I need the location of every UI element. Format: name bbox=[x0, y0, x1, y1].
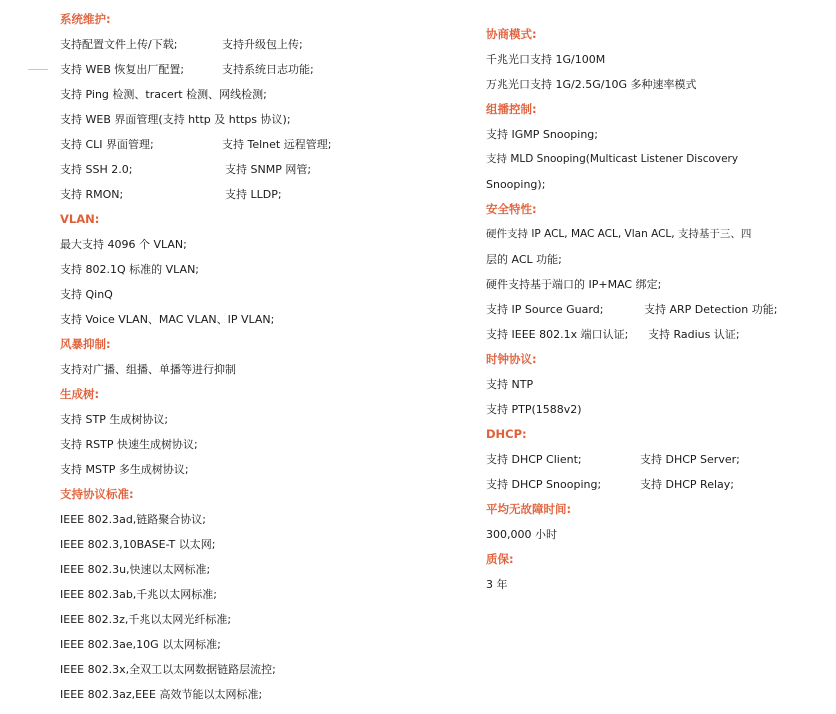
spec-line bbox=[60, 57, 460, 82]
right-column bbox=[486, 22, 826, 597]
section-heading-dhcp: DHCP: bbox=[486, 427, 527, 441]
spec-text: IEEE 802.3,10BASE-T 以太网; bbox=[60, 538, 216, 551]
spec-text: 最大支持 4096 个 VLAN; bbox=[60, 238, 187, 251]
spec-text: 300,000 小时 bbox=[486, 528, 557, 541]
left-column bbox=[60, 7, 460, 707]
spec-text: 支持 ARP Detection 功能; bbox=[644, 303, 778, 316]
spec-text: 支持 WEB 界面管理(支持 http 及 https 协议); bbox=[60, 113, 291, 126]
spec-text: IEEE 802.3az,EEE 高效节能以太网标准; bbox=[60, 688, 263, 701]
spec-line bbox=[486, 472, 826, 497]
spec-text: Snooping); bbox=[486, 178, 546, 191]
spec-text: 支持 SSH 2.0; bbox=[60, 163, 133, 176]
spec-text: 支持 IEEE 802.1x 端口认证; bbox=[486, 328, 629, 341]
spec-text: 万兆光口支持 1G/2.5G/10G 多种速率模式 bbox=[486, 78, 697, 91]
spec-text: 支持 Radius 认证; bbox=[648, 328, 740, 341]
spec-text: 支持 SNMP 网管; bbox=[225, 163, 312, 176]
spec-text: 支持 DHCP Snooping; bbox=[486, 478, 602, 491]
spec-text: 支持 IGMP Snooping; bbox=[486, 128, 598, 141]
spec-text: 支持 802.1Q 标准的 VLAN; bbox=[60, 263, 200, 276]
spec-text: IEEE 802.3ad,链路聚合协议; bbox=[60, 513, 207, 526]
spec-text: 硬件支持 IP ACL, MAC ACL, Vlan ACL, 支持基于三、四 bbox=[486, 228, 752, 240]
spec-text: 支持 QinQ bbox=[60, 288, 113, 301]
spec-text: 支持升级包上传; bbox=[222, 38, 303, 51]
spec-text: 支持 Telnet 远程管理; bbox=[222, 138, 332, 151]
spec-text: 支持 NTP bbox=[486, 378, 534, 391]
spec-text: 支持 PTP(1588v2) bbox=[486, 403, 582, 416]
spec-line bbox=[60, 32, 460, 57]
spec-line bbox=[486, 447, 826, 472]
section-heading-vlan: VLAN: bbox=[60, 212, 100, 226]
spec-text: 支持 CLI 界面管理; bbox=[60, 138, 154, 151]
section-heading-mtbf: 平均无故障时间: bbox=[486, 502, 572, 516]
section-heading-protocol-standards: 支持协议标准: bbox=[60, 487, 134, 501]
spec-text: 硬件支持基于端口的 IP+MAC 绑定; bbox=[486, 278, 662, 291]
spec-text: 支持 Ping 检测、tracert 检测、网线检测; bbox=[60, 88, 267, 101]
spec-text: IEEE 802.3x,全双工以太网数据链路层流控; bbox=[60, 663, 276, 676]
section-heading-multicast-control: 组播控制: bbox=[486, 102, 537, 116]
spec-text: IEEE 802.3u,快速以太网标准; bbox=[60, 563, 211, 576]
spec-text: 支持 RSTP 快速生成树协议; bbox=[60, 438, 198, 451]
spec-text: IEEE 802.3ae,10G 以太网标准; bbox=[60, 638, 221, 651]
spec-line bbox=[486, 322, 826, 347]
spec-text: 支持系统日志功能; bbox=[222, 63, 314, 76]
spec-text: 支持 STP 生成树协议; bbox=[60, 413, 169, 426]
spec-text: 支持 IP Source Guard; bbox=[486, 303, 604, 316]
spec-text: 层的 ACL 功能; bbox=[486, 253, 562, 266]
section-heading-clock-protocol: 时钟协议: bbox=[486, 352, 537, 366]
spec-line bbox=[60, 157, 460, 182]
section-heading-warranty: 质保: bbox=[486, 552, 514, 566]
spec-text: 支持对广播、组播、单播等进行抑制 bbox=[60, 363, 236, 376]
section-heading-storm-control: 风暴抑制: bbox=[60, 337, 111, 351]
spec-text: 支持 DHCP Relay; bbox=[640, 478, 734, 491]
spec-text: 支持 DHCP Client; bbox=[486, 453, 582, 466]
spec-text: 千兆光口支持 1G/100M bbox=[486, 53, 606, 66]
section-heading-spanning-tree: 生成树: bbox=[60, 387, 100, 401]
section-heading-security: 安全特性: bbox=[486, 202, 537, 216]
spec-line bbox=[60, 182, 460, 207]
spec-text: 支持配置文件上传/下载; bbox=[60, 38, 178, 51]
spec-text: IEEE 802.3ab,千兆以太网标准; bbox=[60, 588, 218, 601]
spec-text: 支持 RMON; bbox=[60, 188, 124, 201]
margin-marker bbox=[28, 69, 48, 70]
spec-text: 支持 LLDP; bbox=[225, 188, 282, 201]
spec-text: IEEE 802.3z,千兆以太网光纤标准; bbox=[60, 613, 232, 626]
spec-text: 支持 MSTP 多生成树协议; bbox=[60, 463, 189, 476]
spec-text: 3 年 bbox=[486, 578, 508, 591]
spec-text: 支持 Voice VLAN、MAC VLAN、IP VLAN; bbox=[60, 313, 275, 326]
spec-line bbox=[60, 132, 460, 157]
spec-text: 支持 WEB 恢复出厂配置; bbox=[60, 63, 185, 76]
section-heading-negotiation-mode: 协商模式: bbox=[486, 27, 537, 41]
section-heading-system-maintenance: 系统维护: bbox=[60, 12, 111, 26]
spec-line bbox=[486, 297, 826, 322]
spec-text: 支持 MLD Snooping(Multicast Listener Discovery bbox=[486, 153, 739, 165]
spec-text: 支持 DHCP Server; bbox=[640, 453, 740, 466]
